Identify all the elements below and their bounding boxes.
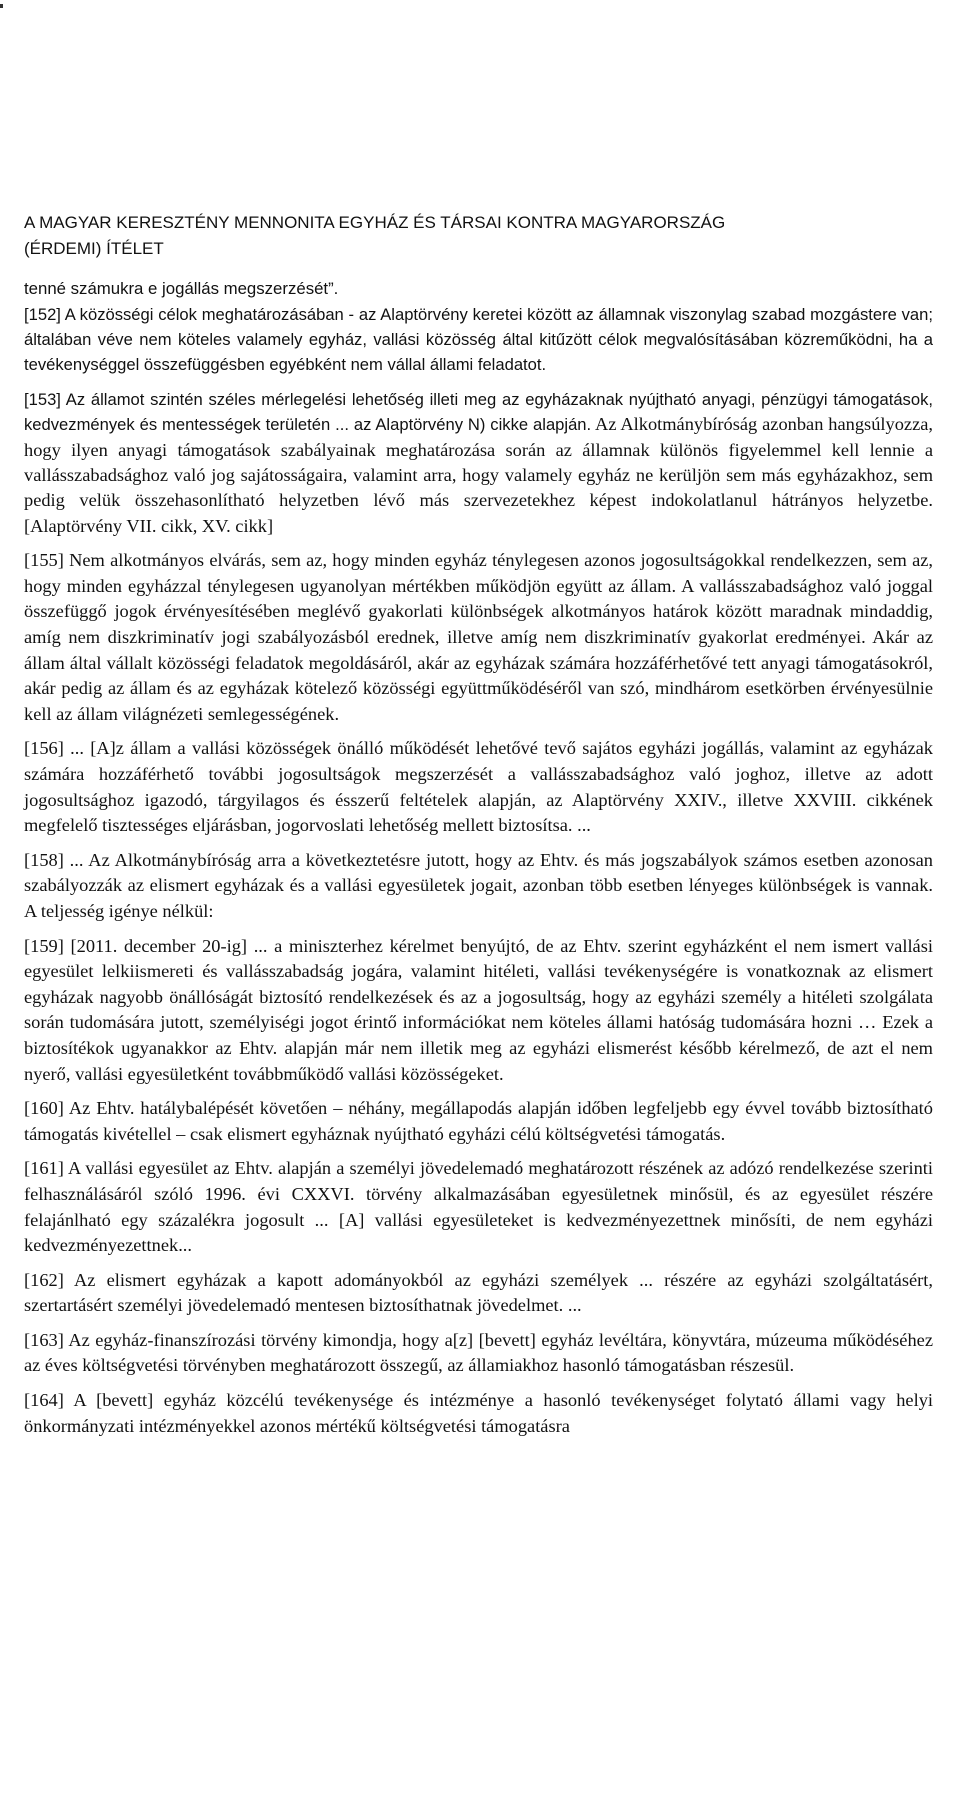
paragraph-153-part2: Az Alkotmánybíróság azonban hangsúlyozza, hogy ilyen anyagi támogatások szabályainak meghatározása során az államnak különös figyelemmel kell lennie a vallásszabadsághoz való jog sajátosságaira, valamint arra, hogy valamely egyház ne kerüljön sem más egyházakhoz, sem pedig velük összehasonlítható helyzetben lévő más szervezetekhez képest indokolatlanul hátrányos helyzetbe. [Alaptörvény VII. cikk, XV. cikk] [24, 414, 933, 536]
paragraph-152: [152] A közösségi célok meghatározásában - az Alaptörvény keretei között az államnak viszonylag szabad mozgástere van; általában véve nem köteles valamely egyház, vallási közösség által kitűzött célok megvalósításában közreműködni, ha a tevékenységgel összefüggésben egyébként nem vállal állami feladatot. [24, 304, 933, 375]
document-header [24, 210, 924, 262]
paragraph-156: [156] ... [A]z állam a vallási közösségek önálló működését lehetővé tevő sajátos egyházi jogállás, valamint az egyházak számára hozzáférhető további jogosultságok megszerzését a vallásszabadsághoz való joghoz, illetve az adott jogosultsághoz igazodó, tárgyilagos és ésszerű feltételek alapján, az Alaptörvény XXIV., illetve XXVIII. cikkének megfelelő tisztességes eljárásban, jogorvoslati lehetőség mellett biztosítsa. ... [24, 738, 933, 836]
paragraph-161: [161] A vallási egyesület az Ehtv. alapján a személyi jövedelemadó meghatározott részének az adózó rendelkezése szerinti felhasználásáról szóló 1996. évi CXXVI. törvény alkalmazásában egyesületnek minősül, és az egyesület részére felajánlható egy százalékra jogosult ... [A] vallási egyesületeket is kedvezményezettnek minősíti, de nem egyházi kedvezményezettnek... [24, 1158, 933, 1256]
paragraph-164: [164] A [bevett] egyház közcélú tevékenysége és intézménye a hasonló tevékenységet folytató állami vagy helyi önkormányzati intézményekkel azonos mértékű költségvetési támogatásra [24, 1390, 933, 1436]
paragraph-153-part1: [153] Az államot szintén széles mérlegelési lehetőség illeti meg az egyházaknak nyújtható anyagi, pénzügyi támogatások, kedvezmények és mentességek területén ... az Alaptörvény N) cikke alapján. [24, 389, 933, 435]
paragraph-160: [160] Az Ehtv. hatálybalépését követően – néhány, megállapodás alapján időben legfeljebb egy évvel tovább biztosítható támogatás kivétellel – csak elismert egyháznak nyújtható egyházi célú költségvetési támogatás. [24, 1098, 933, 1144]
paragraph-159: [159] [2011. december 20-ig] ... a miniszterhez kérelmet benyújtó, de az Ehtv. szerint egyházként el nem ismert vallási egyesület lelkiismereti és vallásszabadság jogára, valamint hitéleti, vallási tevékenységére is vonatkoznak az elismert egyházak nagyobb önállóságát biztosító rendelkezések és az a jogosultság, hogy az egyházi személy a hitéleti szolgálata során tudomására jutott, személyiségi jogot érintő információkat nem köteles állami hatóság tudomására hozni … Ezek a biztosítékok ugyanakkor az Ehtv. alapján már nem illetik meg az egyházi elismerést később kérelmező, de azt el nem nyerő, vallási egyesületként továbbműködő vallási közösségeket. [24, 935, 933, 1084]
paragraph-153 [24, 387, 933, 539]
paragraph-continuation: tenné számukra e jogállás megszerzését”. [24, 279, 339, 298]
document-body [24, 276, 933, 1439]
paragraph-162: [162] Az elismert egyházak a kapott adományokból az egyházi személyek ... részére az egyházi szolgáltatásért, szertartásért személyi jövedelemadó mentesen biztosíthatnak jövedelmet. ... [24, 1269, 933, 1316]
paragraph-155: [155] Nem alkotmányos elvárás, sem az, hogy minden egyház ténylegesen azonos jogosultságokkal rendelkezzen, sem az, hogy minden egyházzal ténylegesen ugyanolyan mértékben működjön együtt az állam. A vallásszabadsághoz való joggal összefüggő jogok érvényesítésében meglévő gyakorlati különbségek alkotmányos határok között maradnak mindaddig, amíg nem diszkriminatív jogi szabályozásból erednek, illetve amíg nem diszkriminatív gyakorlat eredményei. Akár az állam által vállalt közösségi feladatok megoldásáról, akár az egyházak számára hozzáférhetővé tett anyagi támogatásokról, akár pedig az állam és az egyházak kötelező közösségi együttműködéséről van szó, mindhárom esetkörben érvényesülnie kell az állam világnézeti semlegességének. [24, 550, 933, 724]
corner-mark [0, 4, 3, 8]
header-title-line2: (ÉRDEMI) ÍTÉLET [24, 239, 164, 258]
paragraph-163: [163] Az egyház-finanszírozási törvény kimondja, hogy a[z] [bevett] egyház levéltára, könyvtára, múzeuma működéséhez az éves költségvetési törvényben meghatározott összegű, az államiakhoz hasonló támogatásban részesül. [24, 1329, 933, 1376]
header-title-line1: A MAGYAR KERESZTÉNY MENNONITA EGYHÁZ ÉS TÁRSAI KONTRA MAGYARORSZÁG [24, 213, 726, 232]
paragraph-158: [158] ... Az Alkotmánybíróság arra a következtetésre jutott, hogy az Ehtv. és más jogszabályok számos esetben azonosan szabályozzák az elismert egyházak és a vallási egyesületek jogait, azonban több esetben lényeges különbségek is vannak. A teljesség igénye nélkül: [24, 849, 933, 921]
